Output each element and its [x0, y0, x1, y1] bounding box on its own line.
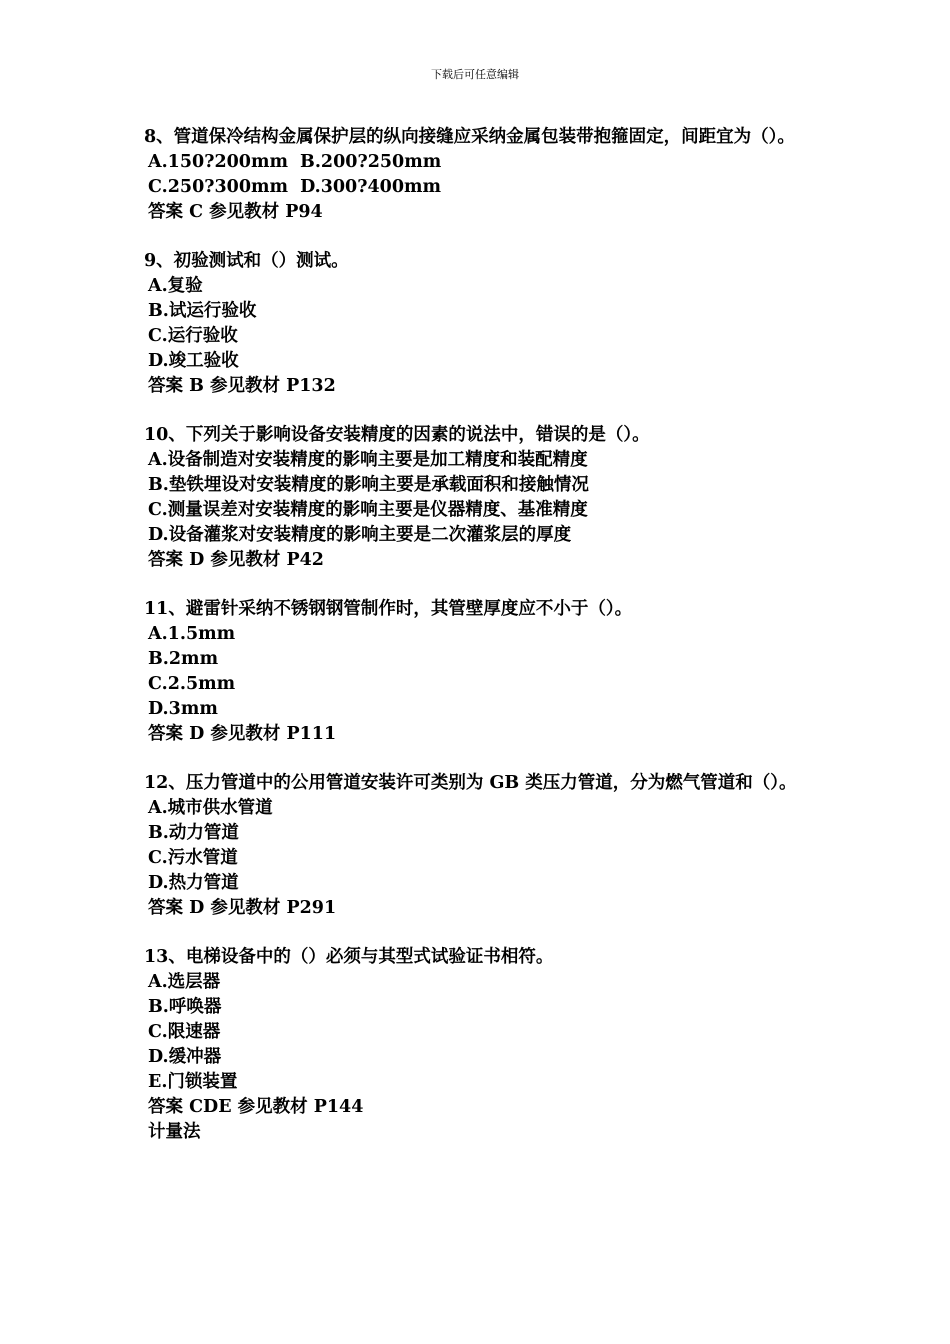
question-stem: 10、下列关于影响设备安装精度的因素的说法中，错误的是（）。: [144, 425, 650, 445]
option-a: A.复验: [148, 276, 203, 296]
option-e: E.门锁装置: [148, 1072, 238, 1092]
option-c: C.250?300mm: [148, 177, 289, 197]
answer-line: 答案 D 参见教材 P42: [148, 550, 324, 570]
question-10: [144, 423, 824, 573]
option-a: A.城市供水管道: [148, 798, 273, 818]
answer-line: 答案 C 参见教材 P94: [148, 202, 323, 222]
option-c: C.2.5mm: [148, 674, 236, 694]
question-13: [144, 945, 824, 1145]
option-a: A.1.5mm: [148, 624, 236, 644]
answer-line: 答案 D 参见教材 P291: [148, 898, 337, 918]
option-b: B.垫铁埋设对安装精度的影响主要是承载面积和接触情况: [148, 475, 589, 495]
answer-line: 答案 B 参见教材 P132: [148, 376, 336, 396]
option-b: B.呼唤器: [148, 997, 222, 1017]
option-a: A.设备制造对安装精度的影响主要是加工精度和装配精度: [148, 450, 588, 470]
question-stem: 9、初验测试和（）测试。: [144, 251, 349, 271]
question-stem: 12、压力管道中的公用管道安装许可类别为 GB 类压力管道，分为燃气管道和（）。: [144, 773, 797, 793]
question-stem: 13、电梯设备中的（）必须与其型式试验证书相符。: [144, 947, 554, 967]
option-d: D.设备灌浆对安装精度的影响主要是二次灌浆层的厚度: [148, 525, 572, 545]
option-row: [144, 175, 824, 200]
answer-line: 答案 CDE 参见教材 P144: [148, 1097, 364, 1117]
option-b: B.动力管道: [148, 823, 239, 843]
question-stem: 11、避雷针采纳不锈钢钢管制作时，其管壁厚度应不小于（）。: [144, 599, 633, 619]
option-b: B.试运行验收: [148, 301, 257, 321]
answer-line: 答案 D 参见教材 P111: [148, 724, 337, 744]
option-row: [144, 150, 824, 175]
question-list: [144, 125, 824, 1169]
page-header: 下载后可任意编辑: [431, 68, 519, 81]
question-11: [144, 597, 824, 747]
option-c: C.限速器: [148, 1022, 221, 1042]
trailing-text: 计量法: [148, 1122, 201, 1142]
option-c: C.污水管道: [148, 848, 238, 868]
question-stem: 8、管道保冷结构金属保护层的纵向接缝应采纳金属包装带抱箍固定，间距宜为（）。: [144, 127, 795, 147]
option-d: D.3mm: [148, 699, 218, 719]
option-b: B.200?250mm: [300, 152, 442, 172]
option-d: D.竣工验收: [148, 351, 239, 371]
question-8: [144, 125, 824, 225]
option-c: C.运行验收: [148, 326, 238, 346]
option-d: D.热力管道: [148, 873, 239, 893]
option-c: C.测量误差对安装精度的影响主要是仪器精度、基准精度: [148, 500, 588, 520]
question-12: [144, 771, 824, 921]
question-9: [144, 249, 824, 399]
option-d: D.300?400mm: [300, 177, 442, 197]
option-a: A.150?200mm: [148, 152, 289, 172]
option-b: B.2mm: [148, 649, 219, 669]
option-a: A.选层器: [148, 972, 221, 992]
option-d: D.缓冲器: [148, 1047, 222, 1067]
